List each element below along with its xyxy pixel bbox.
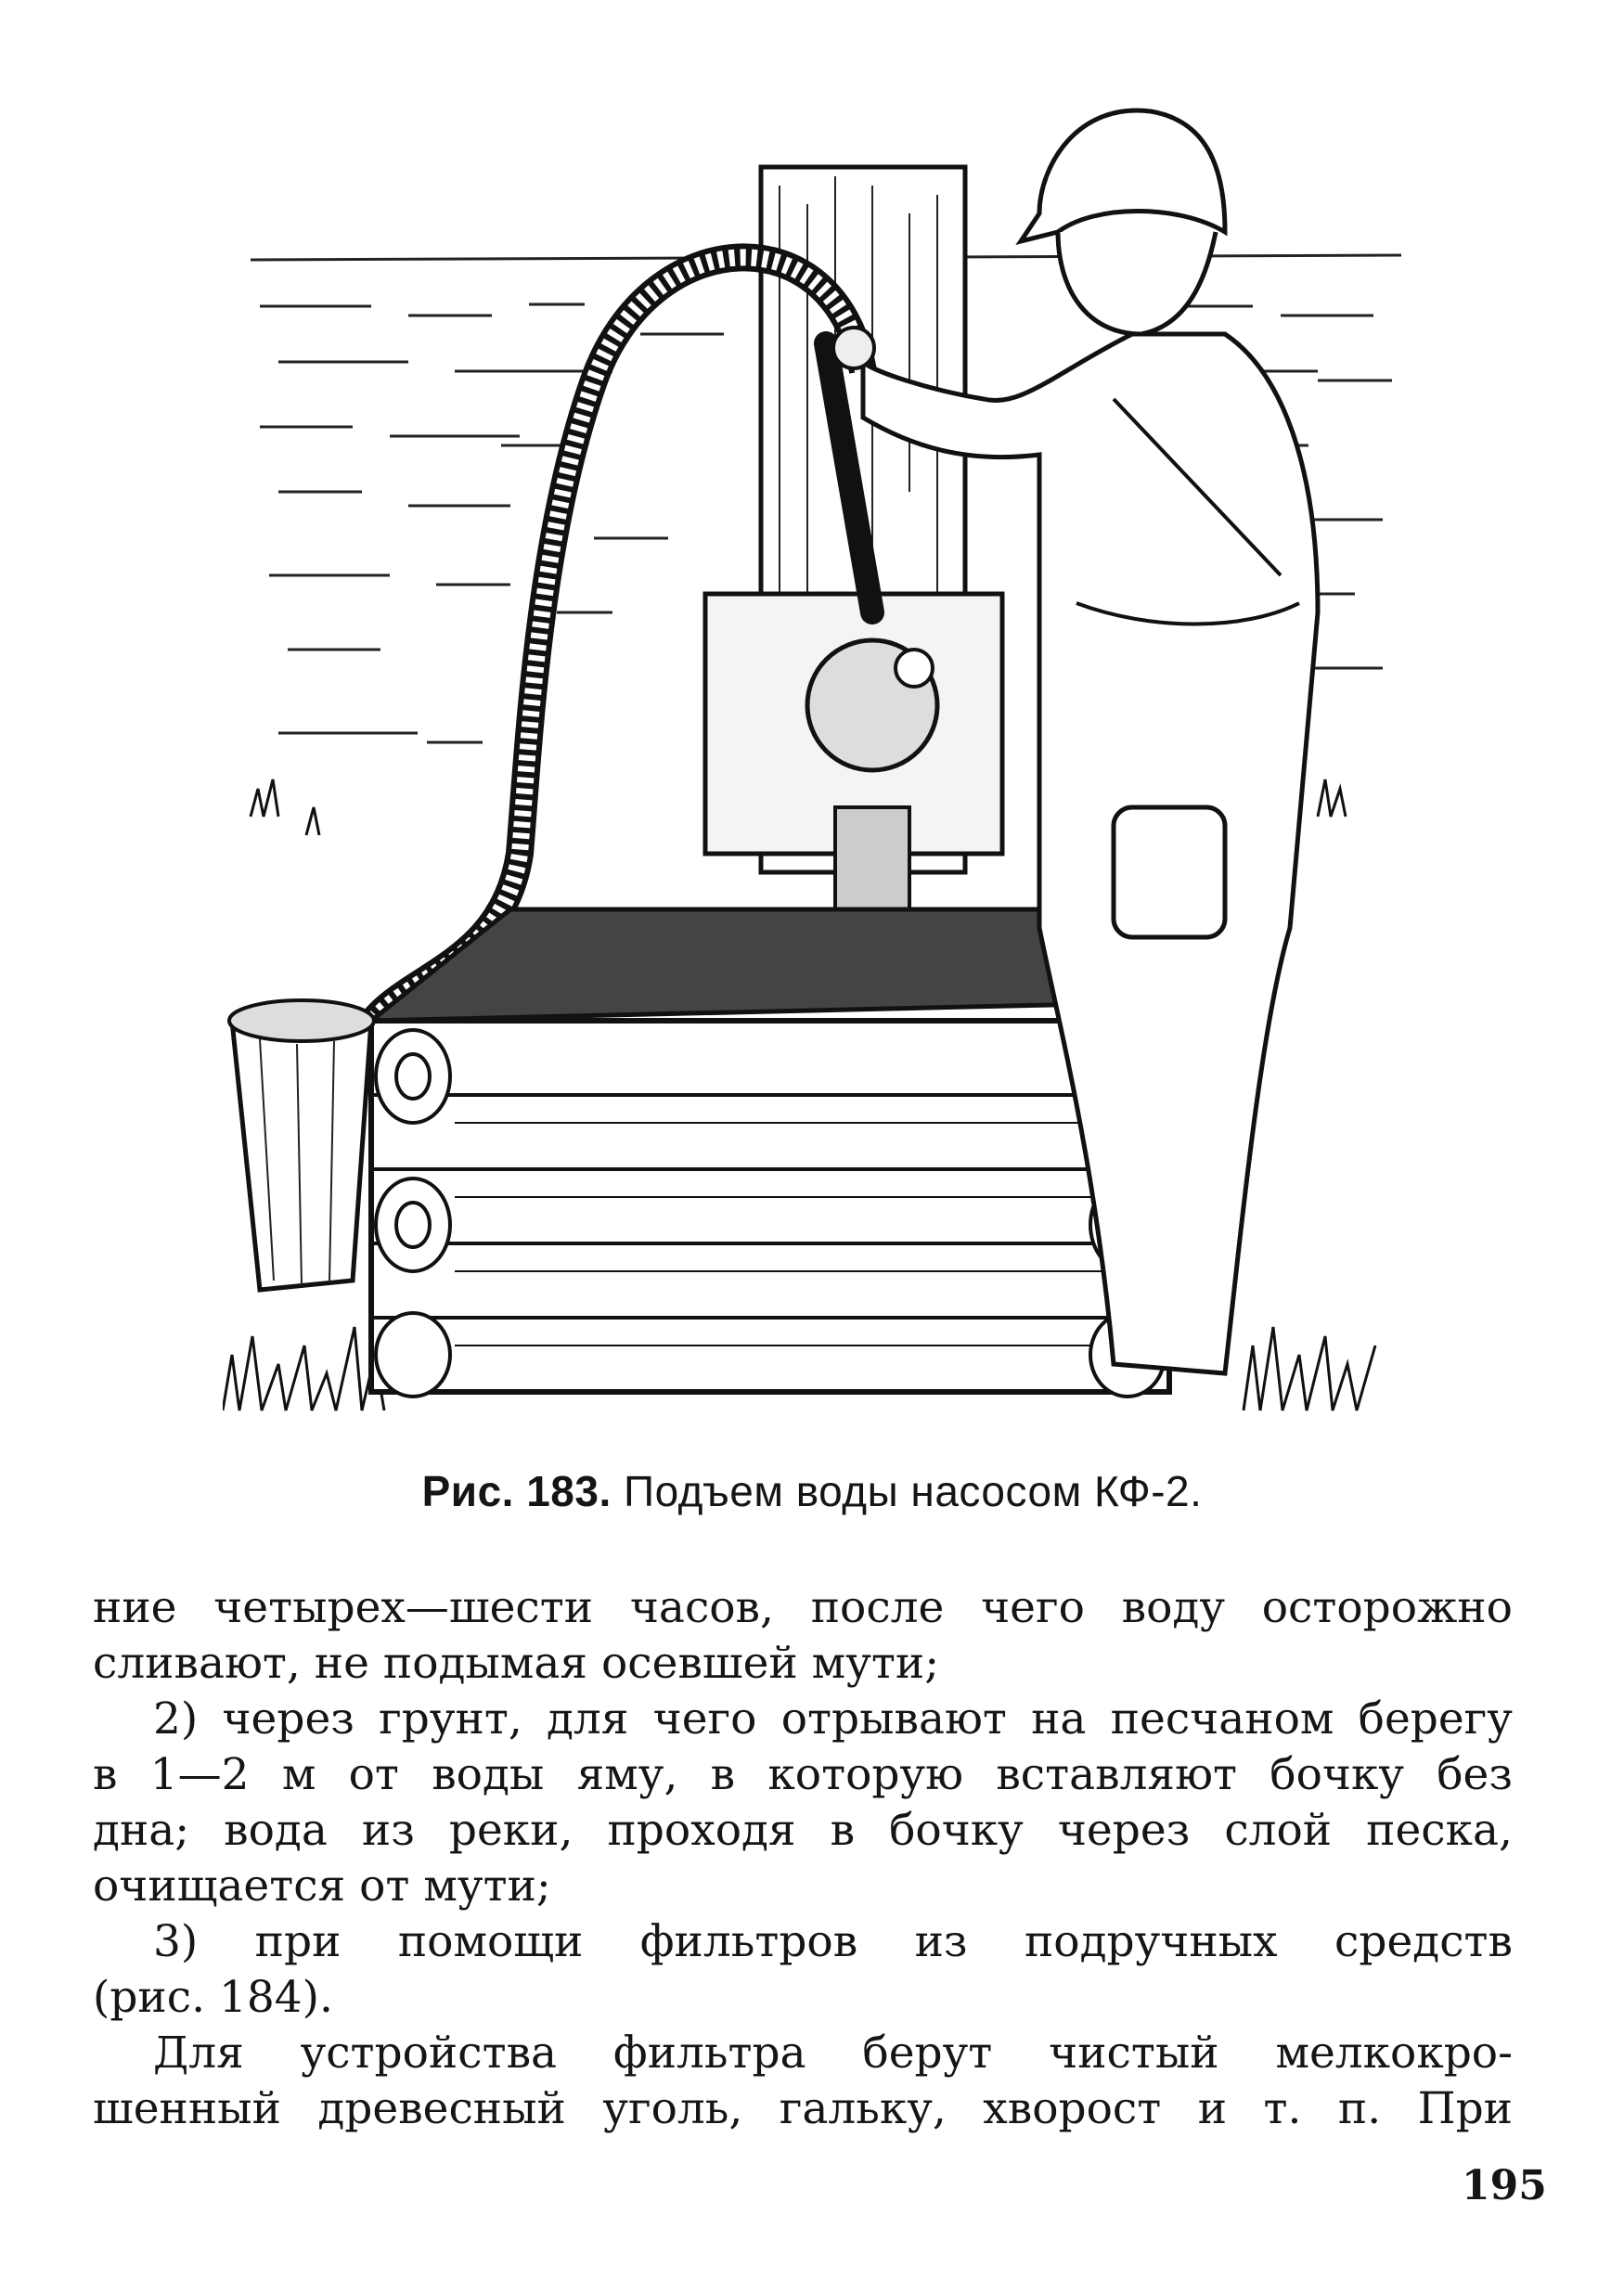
text-line-1: ние четырех—шести часов, после чего воду осторожно — [93, 1582, 1513, 1633]
text-line-7: 3) при помощи фильтров из подручных средств — [153, 1916, 1513, 1967]
text-line-2: сливают, не подымая осевшей мути; — [93, 1638, 940, 1689]
pump-engraving — [223, 93, 1429, 1429]
text-line-9: Для устройства фильтра берут чистый мелкокро- — [153, 2028, 1513, 2079]
figure-caption — [0, 1466, 1624, 1516]
page-number: 195 — [1462, 2162, 1547, 2209]
text-line-5: дна; вода из реки, проходя в бочку через слой песка, — [93, 1805, 1513, 1856]
figure-illustration — [223, 93, 1429, 1429]
text-line-4: в 1—2 м от воды яму, в которую вставляют бочку без — [93, 1749, 1513, 1800]
text-line-8: (рис. 184). — [93, 1972, 333, 2023]
pump-outlet — [835, 807, 909, 909]
text-line-10: шенный древесный уголь, гальку, хворост и т. п. При — [93, 2083, 1513, 2134]
text-line-3: 2) через грунт, для чего отрывают на песчаном берегу — [153, 1693, 1513, 1745]
hand — [833, 328, 874, 368]
caption-label: Рис. 183. — [421, 1467, 612, 1515]
caption-text: Подъем воды насосом КФ-2. — [624, 1467, 1203, 1515]
wooden-trough — [371, 1021, 1169, 1392]
text-line-6: очищается от мути; — [93, 1861, 551, 1912]
